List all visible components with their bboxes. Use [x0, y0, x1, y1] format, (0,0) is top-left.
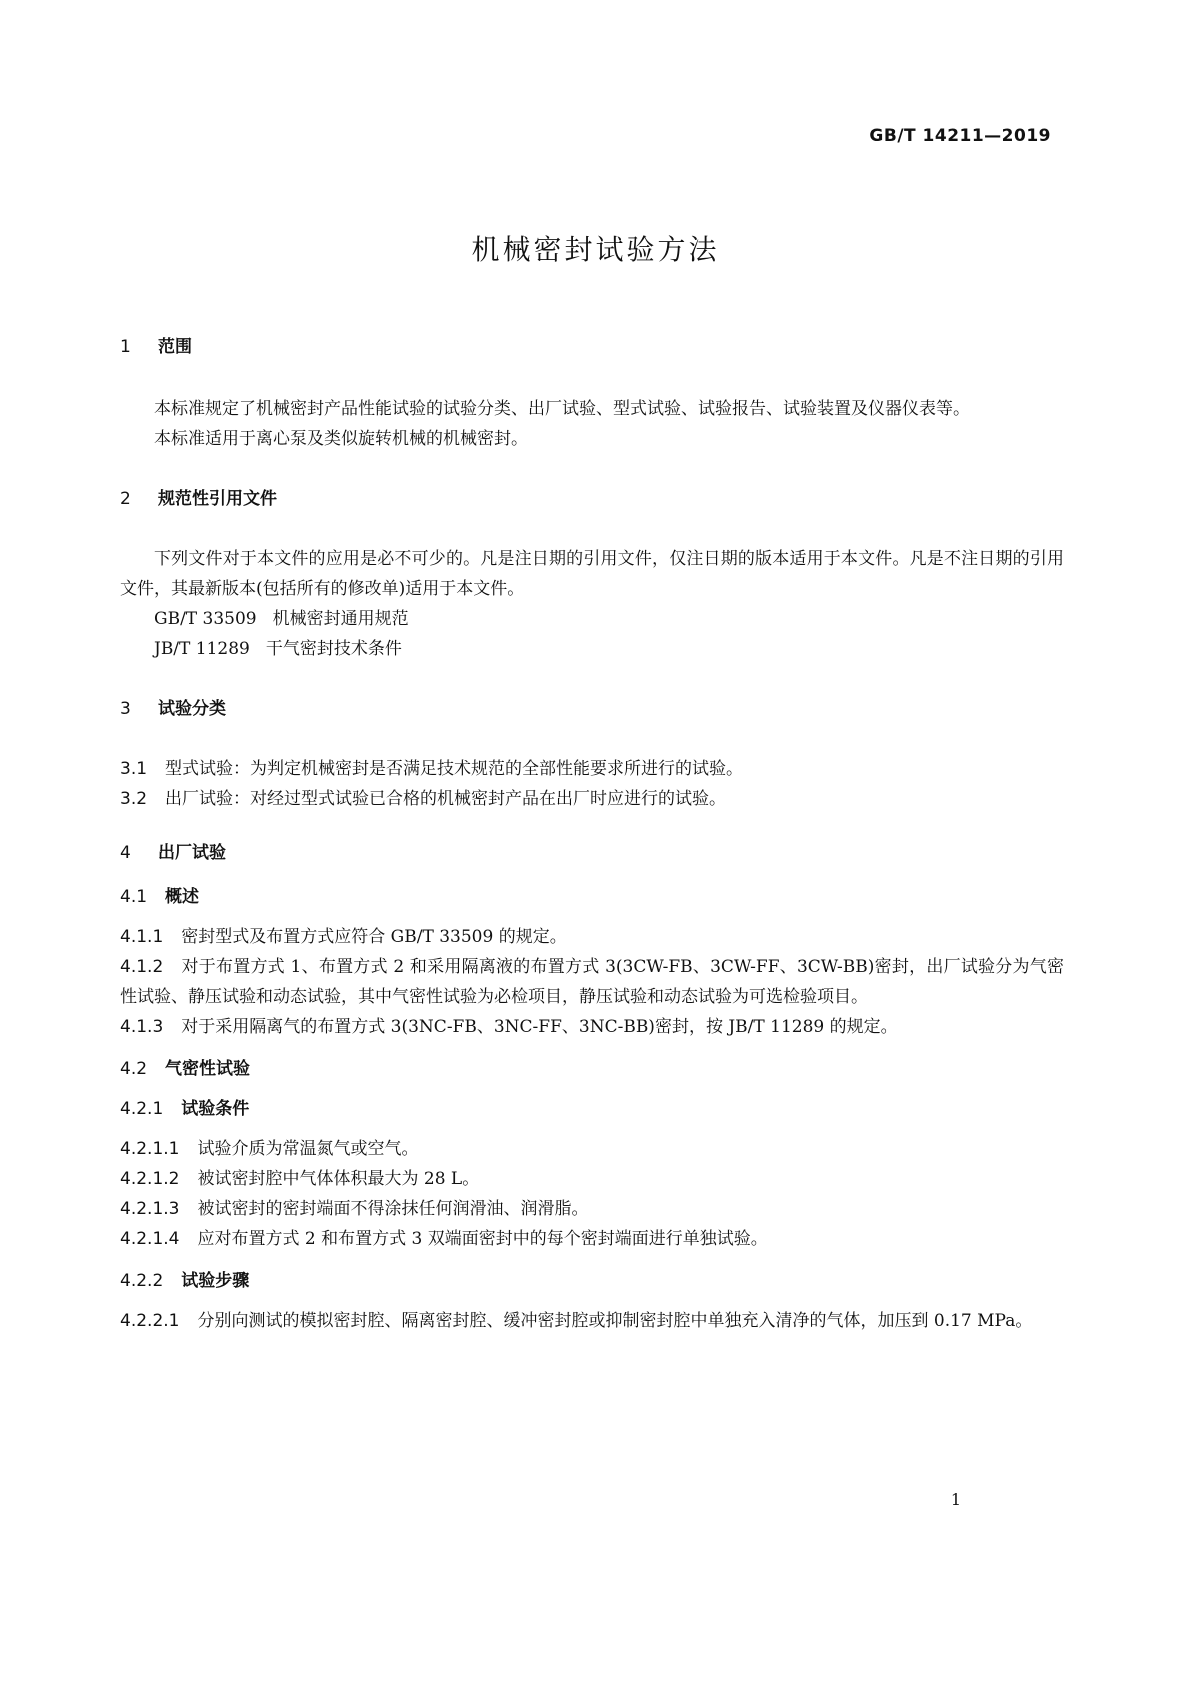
clause-text: 对于布置方式 1、布置方式 2 和采用隔离液的布置方式 3(3CW-FB、3CW-FF、3CW-BB)密封，出厂试验分为气密性试验、静压试验和动态试验，其中气密性试验为必检项目，静压试验和动态试验为可选检验项目。	[120, 957, 1064, 1007]
reference-code: GB/T 33509	[154, 609, 257, 629]
clause-number: 3.2	[120, 789, 148, 809]
normative-reference	[120, 634, 1064, 664]
clause-text: 出厂试验：对经过型式试验已合格的机械密封产品在出厂时应进行的试验。	[165, 789, 727, 809]
clause	[120, 952, 1064, 1012]
clause-number: 4.1.2	[120, 957, 164, 977]
section-title: 试验分类	[158, 699, 226, 719]
paragraph: 本标准规定了机械密封产品性能试验的试验分类、出厂试验、型式试验、试验报告、试验装置及仪器仪表等。	[154, 399, 970, 419]
clause	[120, 784, 1064, 814]
section-title: 出厂试验	[158, 843, 226, 863]
document-body	[120, 332, 1064, 1336]
paragraph: 本标准适用于离心泵及类似旋转机械的机械密封。	[154, 429, 528, 449]
clause-number: 4.1.3	[120, 1017, 164, 1037]
section-number: 2	[120, 489, 131, 509]
subsection-heading	[120, 882, 1064, 912]
section-title: 范围	[158, 337, 192, 357]
subsection-number: 4.2.1	[120, 1099, 164, 1119]
normative-reference	[120, 604, 1064, 634]
clause-number: 4.1.1	[120, 927, 164, 947]
subsection-number: 4.2.2	[120, 1271, 164, 1291]
clause-text: 对于采用隔离气的布置方式 3(3NC-FB、3NC-FF、3NC-BB)密封，按 JB/T 11289 的规定。	[181, 1017, 898, 1037]
clause	[120, 1164, 1064, 1194]
clause-text: 被试密封的密封端面不得涂抹任何润滑油、润滑脂。	[197, 1199, 589, 1219]
paragraph: 下列文件对于本文件的应用是必不可少的。凡是注日期的引用文件，仅注日期的版本适用于本文件。凡是不注日期的引用文件，其最新版本(包括所有的修改单)适用于本文件。	[120, 549, 1064, 599]
section-number: 1	[120, 337, 131, 357]
clause	[120, 1012, 1064, 1042]
subsection-heading	[120, 1094, 1064, 1124]
clause-number: 4.2.1.4	[120, 1229, 180, 1249]
clause	[120, 754, 1064, 784]
page-number: 1	[950, 1490, 961, 1509]
subsection-number: 4.2	[120, 1059, 148, 1079]
reference-title: 机械密封通用规范	[272, 609, 409, 629]
subsection-heading	[120, 1054, 1064, 1084]
clause-number: 4.2.1.1	[120, 1139, 180, 1159]
clause-text: 应对布置方式 2 和布置方式 3 双端面密封中的每个密封端面进行单独试验。	[197, 1229, 768, 1249]
subsection-heading	[120, 1266, 1064, 1296]
reference-title: 干气密封技术条件	[265, 639, 402, 659]
clause	[120, 1134, 1064, 1164]
section-number: 3	[120, 699, 131, 719]
subsection-number: 4.1	[120, 887, 148, 907]
clause-number: 4.2.1.2	[120, 1169, 180, 1189]
subsection-title: 试验条件	[181, 1099, 250, 1119]
standard-code: GB/T 14211—2019	[869, 126, 1051, 146]
section-heading	[120, 694, 1064, 724]
subsection-title: 气密性试验	[165, 1059, 251, 1079]
subsection-title: 概述	[165, 887, 200, 907]
clause-text: 被试密封腔中气体体积最大为 28 L。	[197, 1169, 480, 1189]
section-heading	[120, 838, 1064, 868]
section-title: 规范性引用文件	[158, 489, 277, 509]
section-heading	[120, 484, 1064, 514]
clause-text: 分别向测试的模拟密封腔、隔离密封腔、缓冲密封腔或抑制密封腔中单独充入清净的气体，加压到 0.17 MPa。	[197, 1311, 1033, 1331]
clause-text: 试验介质为常温氮气或空气。	[197, 1139, 419, 1159]
clause	[120, 922, 1064, 952]
document-title: 机械密封试验方法	[471, 233, 720, 266]
section-number: 4	[120, 843, 131, 863]
clause-number: 3.1	[120, 759, 148, 779]
clause-text: 密封型式及布置方式应符合 GB/T 33509 的规定。	[181, 927, 567, 947]
clause	[120, 1194, 1064, 1224]
subsection-title: 试验步骤	[181, 1271, 250, 1291]
clause-number: 4.2.1.3	[120, 1199, 180, 1219]
clause	[120, 1224, 1064, 1254]
clause	[120, 1306, 1064, 1336]
clause-text: 型式试验：为判定机械密封是否满足技术规范的全部性能要求所进行的试验。	[165, 759, 744, 779]
clause-number: 4.2.2.1	[120, 1311, 180, 1331]
reference-code: JB/T 11289	[154, 639, 250, 659]
section-heading	[120, 332, 1064, 362]
